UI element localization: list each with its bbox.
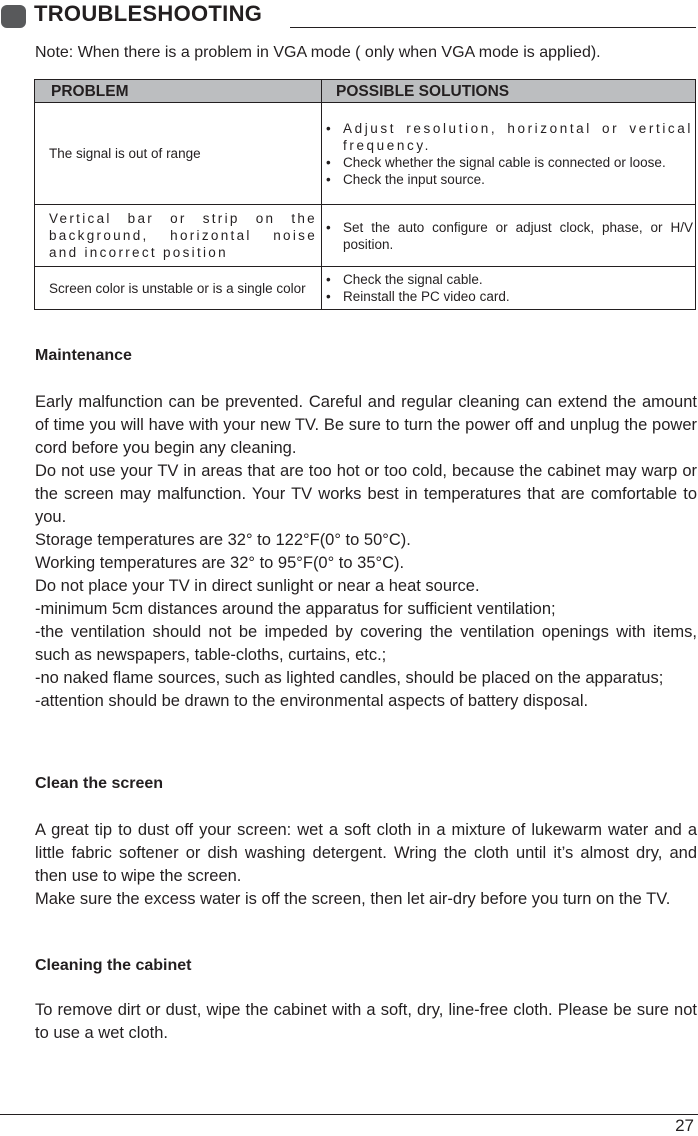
clean-cabinet-heading: Cleaning the cabinet	[35, 957, 192, 974]
maintenance-paragraph: -attention should be drawn to the environmental aspects of battery disposal.	[35, 692, 589, 710]
problem-cell: Screen color is unstable or is a single color	[35, 267, 322, 310]
table-row	[35, 103, 696, 205]
problem-cell: Vertical bar or strip on the background, horizontal noise and incorrect position	[35, 205, 322, 267]
clean-cabinet-section	[35, 957, 697, 975]
solutions-list	[326, 271, 693, 305]
clean-screen-heading: Clean the screen	[35, 775, 164, 792]
vga-note: Note: When there is a problem in VGA mode ( only when VGA mode is applied).	[35, 44, 601, 61]
table-row	[35, 205, 696, 267]
maintenance-body	[35, 391, 697, 713]
solutions-list	[326, 219, 693, 253]
column-header-problem: PROBLEM	[35, 80, 322, 103]
solution-item: • Check whether the signal cable is connected or loose.	[326, 154, 666, 170]
clean-screen-body	[35, 819, 697, 911]
maintenance-paragraph: -no naked flame sources, such as lighted candles, should be placed on the apparatus;	[35, 669, 664, 687]
solution-item: • Set the auto configure or adjust clock, phase, or H/V position.	[326, 219, 693, 252]
solution-item: • Check the input source.	[326, 171, 485, 187]
maintenance-paragraph: -minimum 5cm distances around the apparatus for sufficient ventilation;	[35, 600, 556, 618]
page-header	[0, 0, 698, 30]
solutions-cell	[322, 267, 696, 310]
page-number: 27	[675, 1116, 694, 1135]
page-title: TROUBLESHOOTING	[34, 1, 263, 26]
clean-cabinet-paragraph: To remove dirt or dust, wipe the cabinet with a soft, dry, line-free cloth. Please be sure not to use a wet cloth.	[35, 1001, 697, 1042]
solutions-cell	[322, 103, 696, 205]
header-tab-marker	[1, 5, 26, 28]
solution-item: • Check the signal cable.	[326, 272, 483, 287]
maintenance-paragraph: -the ventilation should not be impeded by covering the ventilation openings with items, such as newspapers, table-cloths, curtains, etc.;	[35, 623, 697, 664]
maintenance-paragraph: Do not place your TV in direct sunlight or near a heat source.	[35, 577, 480, 595]
maintenance-paragraph: Early malfunction can be prevented. Careful and regular cleaning can extend the amount of time you will have with your new TV. Be sure to turn the power off and unplug the power cord before you begin any cleaning.	[35, 393, 697, 457]
clean-cabinet-body	[35, 999, 697, 1045]
table-row	[35, 267, 696, 310]
clean-screen-section	[35, 775, 697, 793]
maintenance-paragraph: Do not use your TV in areas that are too hot or too cold, because the cabinet may warp or the screen may malfunction. Your TV works best in temperatures that are comfortable to you.	[35, 462, 697, 526]
column-header-solutions: POSSIBLE SOLUTIONS	[322, 80, 696, 103]
footer-rule	[0, 1114, 698, 1115]
maintenance-paragraph: Working temperatures are 32° to 95°F(0° to 35°C).	[35, 554, 405, 572]
solutions-list	[326, 120, 693, 188]
maintenance-heading: Maintenance	[35, 347, 132, 364]
clean-screen-paragraph: A great tip to dust off your screen: wet a soft cloth in a mixture of lukewarm water and a little fabric softener or dish washing detergent. Wring the cloth until it’s almost dry, and then use to wipe the screen.	[35, 821, 697, 885]
solution-item: • Adjust resolution, horizontal or vertical frequency.	[326, 120, 693, 153]
troubleshooting-table	[34, 79, 696, 310]
problem-cell: The signal is out of range	[35, 103, 322, 205]
solution-item: • Reinstall the PC video card.	[326, 289, 510, 304]
solutions-cell	[322, 205, 696, 267]
header-rule	[290, 27, 696, 28]
table-header-row	[35, 80, 696, 103]
clean-screen-paragraph: Make sure the excess water is off the screen, then let air-dry before you turn on the TV.	[35, 890, 671, 908]
maintenance-paragraph: Storage temperatures are 32° to 122°F(0° to 50°C).	[35, 531, 411, 549]
maintenance-section	[35, 347, 697, 365]
